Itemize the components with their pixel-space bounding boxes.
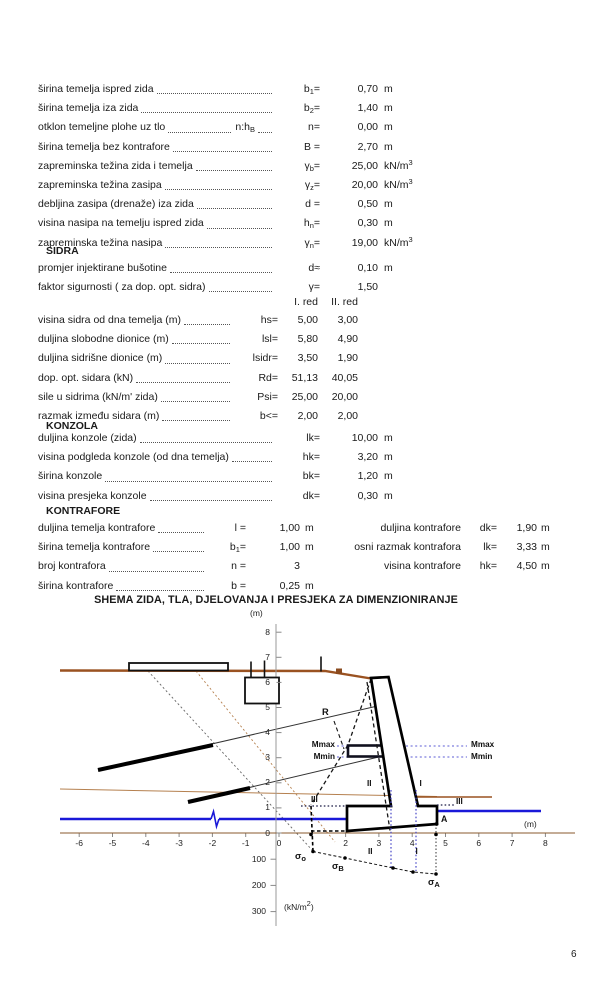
param-value-red2: 4,90 [337, 333, 358, 346]
param-unit: m [541, 560, 550, 573]
param-symbol: b = [231, 579, 246, 592]
param-symbol: $\gamma_z=$ [304, 178, 320, 192]
param-unit: m [541, 541, 550, 554]
param-unit: m [384, 489, 393, 502]
section-iii-label-right: III [456, 797, 463, 806]
param-symbol: $b_1=$ [303, 83, 320, 96]
param-label: visina sidra od dna temelja (m) [38, 314, 181, 326]
x-axis-tick-6: 6 [476, 838, 482, 848]
param-symbol: $h_n=$ [303, 217, 320, 231]
param-value-red2: 20,00 [331, 390, 358, 403]
param-value: 19,00 [351, 236, 378, 249]
param-label: duljina kontrafore [380, 522, 461, 534]
param-unit: m [384, 451, 393, 464]
x-axis-tick-0: 0 [276, 838, 282, 848]
param-value-red1: 3,50 [297, 352, 318, 365]
param-value-red1: 5,80 [297, 333, 318, 346]
x-axis-tick-7: 7 [509, 838, 515, 848]
param-symbol: $\gamma_n=$ [304, 236, 320, 250]
param-symbol: lsl= [261, 333, 278, 346]
resultant-label: R [322, 707, 329, 717]
section-i-label-bottom: I [415, 847, 418, 856]
param-unit: m [384, 217, 393, 230]
param-value: 3 [294, 560, 300, 573]
param-symbol: $b_1=$ [229, 541, 246, 555]
param-value: 0,30 [357, 489, 378, 502]
param-label: broj kontrafora [38, 560, 106, 573]
x-axis-unit-label: (m) [524, 819, 537, 829]
param-value: 20,00 [351, 178, 378, 191]
param-value-red1: 51,13 [291, 371, 318, 384]
heading-kontrafore: KONTRAFORE [46, 505, 121, 517]
section-iii-label-left: III [311, 795, 318, 804]
param-value: 3,20 [357, 451, 378, 464]
anchor-row1-bond-length-line [98, 745, 213, 770]
section-i-label-top: I [419, 779, 422, 788]
param-label: širina temelja ispred zida [38, 83, 154, 95]
param-label: visina podgleda konzole (od dna temelja) [38, 451, 229, 464]
heading-konzola: KONZOLA [46, 420, 98, 432]
param-label: zapreminska težina zasipa [38, 178, 162, 191]
param-symbol: d = [305, 198, 320, 211]
param-value: 1,50 [357, 281, 378, 294]
x-axis-tick--5: -5 [108, 838, 117, 848]
x-axis-tick--1: -1 [241, 838, 250, 848]
param-symbol: lk= [306, 432, 320, 444]
sigma-axis-tick-100: 100 [251, 853, 266, 864]
param-label: sile u sidrima (kN/m' zida) [38, 390, 158, 403]
sigma-axis-unit-label: $(kN/m^2)$ [284, 899, 314, 912]
param-value: 25,00 [351, 159, 378, 172]
param-symbol: B = [303, 140, 320, 153]
param-symbol: $b_2=$ [303, 102, 320, 116]
param-symbol: n = [231, 560, 246, 573]
param-label: širina kontrafore [38, 579, 114, 592]
param-label: širina temelja bez kontrafore [38, 140, 170, 153]
param-symbol: lk= [483, 541, 497, 554]
param-value: 0,30 [357, 217, 378, 230]
param-symbol: dk= [302, 489, 320, 502]
param-inline-symbol: $n:h_B$ [235, 121, 255, 135]
col-header-red2: II. red [331, 296, 358, 308]
param-symbol: n= [308, 121, 320, 134]
param-unit: m [305, 541, 314, 554]
param-value-red2: 40,05 [331, 371, 358, 384]
param-label: širina konzole [38, 470, 103, 483]
param-label: debljina zasipa (drenaže) iza zida [38, 198, 194, 211]
y-axis-tick-2: 2 [265, 777, 270, 788]
param-label: duljina sidrišne dionice (m) [38, 352, 163, 365]
param-symbol: lsidr= [252, 352, 278, 365]
param-unit: m [384, 83, 393, 95]
param-symbol: d≈ [308, 262, 320, 274]
param-symbol: dk= [479, 522, 497, 534]
param-value: 1,00 [279, 522, 300, 534]
y-axis-unit-label: (m) [250, 608, 263, 618]
param-value-red2: 3,00 [337, 314, 358, 326]
x-axis-tick-8: 8 [543, 838, 548, 848]
param-unit: m [384, 102, 393, 115]
param-label: zapreminska težina nasipa [38, 236, 163, 249]
sigma-b-label: $\sigma_B$ [332, 861, 344, 873]
heading-sidra: SIDRA [46, 245, 79, 257]
param-unit: m [384, 140, 393, 153]
param-unit: m [384, 470, 393, 483]
param-symbol: bk= [302, 470, 320, 483]
y-axis-tick-1: 1 [265, 802, 270, 813]
param-value: 2,70 [357, 140, 378, 153]
param-label: osni razmak kontrafora [354, 541, 461, 554]
param-label: otklon temeljne plohe uz tlo [38, 121, 166, 134]
param-value: 3,33 [516, 541, 537, 554]
param-symbol: l = [234, 522, 246, 534]
y-axis-tick-7: 7 [265, 651, 270, 662]
sigma-axis-tick-200: 200 [251, 879, 266, 890]
y-axis-tick-8: 8 [265, 626, 270, 637]
param-value-red1: 5,00 [297, 314, 318, 326]
param-label: duljina slobodne dionice (m) [38, 333, 169, 346]
x-axis-tick-5: 5 [443, 838, 448, 848]
param-symbol: Psi= [257, 390, 278, 403]
mmin-label-left: Mmin [313, 751, 335, 761]
point-a-label: A [441, 814, 448, 824]
param-value: 0,10 [357, 262, 378, 274]
param-value: 0,70 [357, 83, 378, 95]
param-value-red2: 2,00 [337, 409, 358, 422]
x-axis-tick-4: 4 [409, 838, 415, 848]
param-unit: m [384, 121, 393, 134]
y-axis-tick-4: 4 [265, 727, 270, 738]
param-unit: $kN/m^3$ [384, 234, 413, 249]
param-label: dop. opt. sidara (kN) [38, 371, 134, 384]
param-value: 10,00 [351, 432, 378, 444]
section-ii-label-top: II [367, 779, 372, 788]
param-symbol: hk= [302, 451, 320, 464]
axis-tick-marks [79, 632, 545, 911]
param-label: promjer injektirane bušotine [38, 262, 167, 274]
sigma-o-label: $\sigma_o$ [295, 851, 306, 863]
x-axis-tick-3: 3 [376, 838, 382, 848]
param-unit: m [384, 198, 393, 211]
load-spread-line-left [148, 671, 313, 851]
page-number: 6 [571, 949, 577, 960]
water-table-break-symbol [211, 812, 219, 827]
param-symbol: Rd= [258, 371, 278, 384]
mmax-label-left: Mmax [311, 740, 335, 749]
resultant-pointer-line [334, 721, 344, 749]
wall-corbel [348, 746, 385, 757]
param-value-red2: 1,90 [337, 352, 358, 365]
param-label: duljina temelja kontrafore [38, 522, 156, 534]
param-unit: $kN/m^3$ [384, 176, 413, 191]
y-axis-tick-0: 0 [265, 827, 270, 838]
param-symbol: γ= [308, 281, 320, 294]
param-value: 1,20 [357, 470, 378, 483]
x-axis-tick--6: -6 [75, 838, 83, 848]
param-label: širina temelja kontrafore [38, 541, 151, 554]
diagram-title: SHEMA ZIDA, TLA, DJELOVANJA I PRESJEKA ZA DIMENZIONIRANJE [94, 594, 458, 606]
param-label: visina kontrafore [383, 560, 461, 573]
param-unit: m [384, 432, 393, 444]
param-symbol: hs= [260, 314, 278, 326]
x-axis-tick--2: -2 [208, 838, 217, 848]
x-axis-tick--4: -4 [142, 838, 150, 848]
param-label: visina presjeka konzole [38, 489, 147, 502]
x-axis-tick--3: -3 [175, 838, 183, 848]
param-symbol: $\gamma_b=$ [304, 159, 320, 173]
param-value-red1: 25,00 [291, 390, 318, 403]
param-label: razmak između sidara (m) [38, 409, 160, 422]
param-value: 1,00 [279, 541, 300, 554]
param-label: zapreminska težina zida i temelja [38, 159, 193, 172]
param-value-red1: 2,00 [297, 409, 318, 422]
x-axis-tick-2: 2 [343, 838, 348, 848]
param-label: širina temelja iza zida [38, 102, 139, 115]
col-header-red1: I. red [294, 296, 318, 308]
param-unit: m [541, 522, 550, 534]
param-label: duljina konzole (zida) [38, 432, 137, 444]
section-ii-label-bottom: II [368, 847, 373, 856]
param-symbol: hk= [479, 560, 497, 573]
param-value: 1,90 [516, 522, 537, 534]
sigma-axis-tick-300: 300 [251, 906, 266, 917]
mmax-label-right: Mmax [471, 740, 495, 749]
y-axis-tick-6: 6 [265, 676, 270, 687]
param-value: 1,40 [357, 102, 378, 115]
virtual-edge-vertical-dash [311, 806, 313, 852]
param-unit: $kN/m^3$ [384, 157, 413, 172]
param-label: visina nasipa na temelju ispred zida [38, 217, 204, 230]
param-value: 0,50 [357, 198, 378, 211]
surface-slab-footing [129, 663, 228, 671]
anchor-row2-bond-length-line [188, 788, 250, 802]
param-unit: m [384, 262, 393, 274]
param-value: 4,50 [516, 560, 537, 573]
y-axis-tick-3: 3 [265, 752, 270, 763]
param-value: 0,25 [279, 579, 300, 592]
ground-break-marker [336, 669, 342, 675]
sigma-a-label: $\sigma_A$ [428, 877, 440, 889]
param-unit: m [305, 522, 314, 534]
param-label: faktor sigurnosti ( za dop. opt. sidra) [38, 281, 206, 294]
ground-surface-line [60, 671, 371, 679]
param-value: 0,00 [357, 121, 378, 134]
param-unit: m [305, 579, 314, 592]
mmin-label-right: Mmin [471, 751, 493, 761]
y-axis-tick-5: 5 [265, 702, 270, 712]
param-symbol: b<= [259, 409, 278, 422]
